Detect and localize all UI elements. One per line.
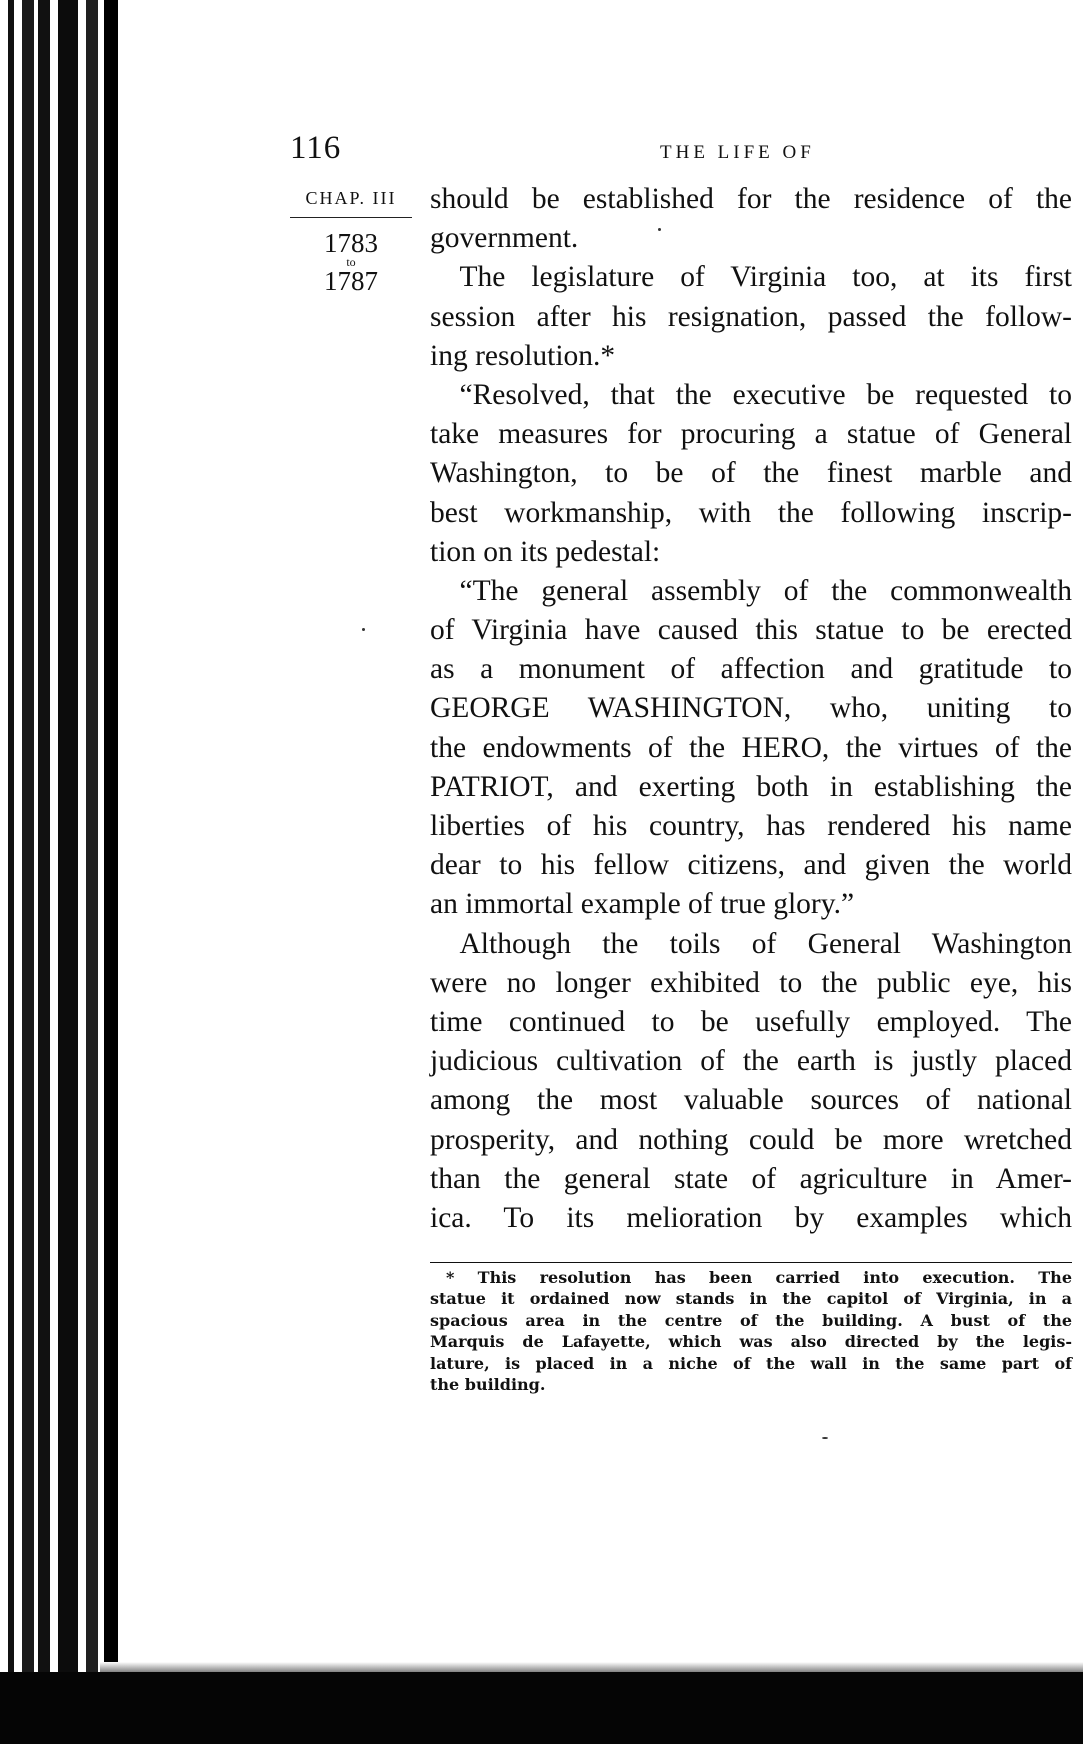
text-line: time continued to be usefully employed. The — [430, 1005, 1072, 1038]
text-line: than the general state of agriculture in Amer- — [430, 1162, 1072, 1195]
text-line: session after his resignation, passed the follow- — [430, 300, 1072, 333]
text-line: best workmanship, with the following inscrip- — [430, 496, 1072, 529]
text-line: the endowments of the HERO, the virtues of the — [430, 731, 1072, 764]
text-line: Although the toils of General Washington — [430, 927, 1072, 960]
text-line: ica. To its melioration by examples which — [430, 1201, 1072, 1234]
text-line: “Resolved, that the executive be requested to — [430, 378, 1072, 411]
text-line: judicious cultivation of the earth is justly placed — [430, 1045, 1072, 1078]
text-line: ing resolution.* — [430, 339, 616, 372]
paper-speck — [658, 228, 661, 231]
chapter-label: CHAP. III — [290, 188, 412, 218]
paper-speck — [822, 1437, 828, 1439]
footnote-block — [430, 1262, 1072, 1395]
running-title: THE LIFE OF — [660, 142, 815, 163]
paper-speck — [362, 628, 365, 631]
year-end: 1787 — [324, 266, 378, 296]
scan-bottom-border — [0, 1672, 1083, 1744]
text-line: “The general assembly of the commonwealth — [430, 574, 1072, 607]
text-line: among the most valuable sources of national — [430, 1084, 1072, 1117]
text-line: were no longer exhibited to the public eye, his — [430, 966, 1072, 999]
year-start: 1783 — [324, 228, 378, 258]
text-line: prosperity, and nothing could be more wretched — [430, 1123, 1072, 1156]
text-line: an immortal example of true glory.” — [430, 888, 855, 921]
footnote-line: spacious area in the centre of the building. A bust of the — [430, 1310, 1072, 1330]
footnote-line: the building. — [430, 1374, 546, 1394]
footnote-line: * This resolution has been carried into execution. The — [430, 1268, 1072, 1287]
footnote-rule — [430, 1262, 1072, 1263]
text-line: PATRIOT, and exerting both in establishing the — [430, 770, 1072, 803]
text-line: of Virginia have caused this statue to be erected — [430, 614, 1072, 647]
body-text — [430, 180, 1072, 1238]
year-to: to — [346, 255, 356, 269]
text-line: liberties of his country, has rendered his name — [430, 810, 1072, 842]
text-line: government. — [430, 222, 579, 255]
text-line: Washington, to be of the finest marble and — [430, 457, 1072, 490]
text-line: as a monument of affection and gratitude to — [430, 653, 1072, 686]
text-line: tion on its pedestal: — [430, 535, 661, 568]
page-number: 116 — [290, 130, 342, 166]
binding-gutter — [0, 0, 130, 1744]
footnote-line: statue it ordained now stands in the capitol of Virginia, in a — [430, 1289, 1072, 1309]
footnote-line: lature, is placed in a niche of the wall in the same part of — [430, 1353, 1072, 1373]
footnote-line: Marquis de Lafayette, which was also directed by the legis- — [430, 1332, 1072, 1352]
text-line: The legislature of Virginia too, at its first — [430, 261, 1072, 294]
text-line: take measures for procuring a statue of General — [430, 418, 1072, 451]
text-line: should be established for the residence of the — [430, 183, 1072, 215]
text-line: GEORGE WASHINGTON, who, uniting to — [430, 692, 1072, 725]
running-head — [290, 130, 1070, 170]
margin-sidenote — [290, 188, 412, 294]
text-line: dear to his fellow citizens, and given the world — [430, 849, 1072, 882]
